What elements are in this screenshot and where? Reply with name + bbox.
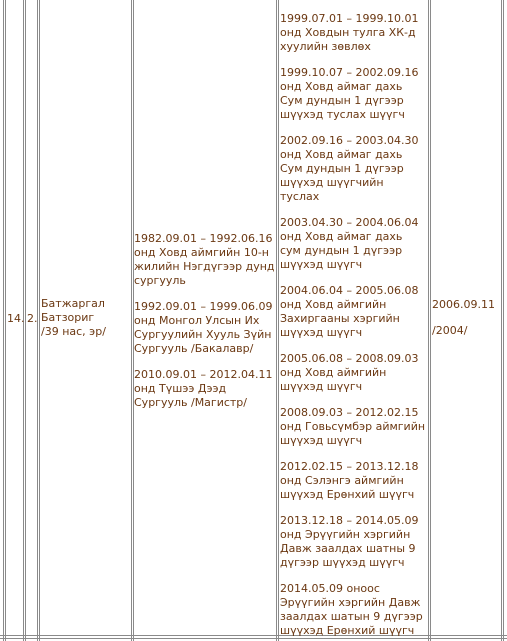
person-last-name: Батзориг	[41, 311, 95, 324]
career-entry: 2003.04.30 – 2004.06.04 онд Ховд аймаг дахь сум дундын 1 дүгээр шүүхэд шүүгч	[280, 216, 419, 271]
career-entry: 2014.05.09 оноос Эрүүгийн хэргийн Давж заалдах шатын 9 дүгээр шүүхэд Ерөнхий шүүгч	[280, 582, 423, 637]
grid-line	[501, 0, 504, 641]
education-entry: 1982.09.01 – 1992.06.16 онд Ховд аймгийн 10-н жилийн Нэгдүгээр дунд сургууль	[134, 232, 275, 287]
person-first-name: Батжаргал	[41, 297, 105, 310]
career-entry: 2008.09.03 – 2012.02.15 онд Говьсүмбэр аймгийн шүүхэд шүүгч	[280, 406, 426, 447]
grid-line	[276, 0, 279, 641]
person-name-cell	[41, 297, 129, 339]
career-entry: 1999.10.07 – 2002.09.16 онд Ховд аймаг дахь Сум дундын 1 дүгээр шүүхэд туслах шүүгч	[280, 66, 419, 121]
row-index: 14.	[7, 312, 25, 325]
education-entry: 1992.09.01 – 1999.06.09 онд Монгол Улсын Их Сургуулийн Хууль Зүйн Сургууль /Бакалавр/	[134, 300, 273, 355]
grid-line	[3, 0, 6, 641]
career-cell	[280, 12, 426, 638]
grid-line	[0, 635, 507, 636]
grid-line	[428, 0, 431, 641]
appointment-date: 2006.09.11	[432, 298, 495, 311]
person-age-gender: /39 нас, эр/	[41, 325, 106, 338]
career-entry: 2013.12.18 – 2014.05.09 онд Эрүүгийн хэргийн Давж заалдах шатны 9 дүгээр шүүхэд шүүгч	[280, 514, 419, 569]
appointment-cell	[432, 298, 500, 338]
career-entry: 1999.07.01 – 1999.10.01 онд Ховдын тулга ХК-д хуулийн зөвлөх	[280, 12, 419, 53]
career-entry: 2005.06.08 – 2008.09.03 онд Ховд аймгийн шүүхэд шүүгч	[280, 352, 419, 393]
grid-line	[0, 638, 507, 639]
row-sub-index: 2.	[27, 312, 38, 325]
appointment-note: /2004/	[432, 324, 468, 337]
career-entry: 2002.09.16 – 2003.04.30 онд Ховд аймаг дахь Сум дундын 1 дүгээр шүүхэд шүүгчийн туслах	[280, 134, 419, 203]
career-entry: 2012.02.15 – 2013.12.18 онд Сэлэнгэ аймгийн шүүхэд Ерөнхий шүүгч	[280, 460, 419, 501]
career-entry: 2004.06.04 – 2005.06.08 онд Ховд аймгийн Захиргааны хэргийн шүүхэд шүүгч	[280, 284, 419, 339]
education-cell	[134, 232, 276, 410]
education-entry: 2010.09.01 – 2012.04.11 онд Түшээ Дээд Сургууль /Магистр/	[134, 368, 273, 409]
